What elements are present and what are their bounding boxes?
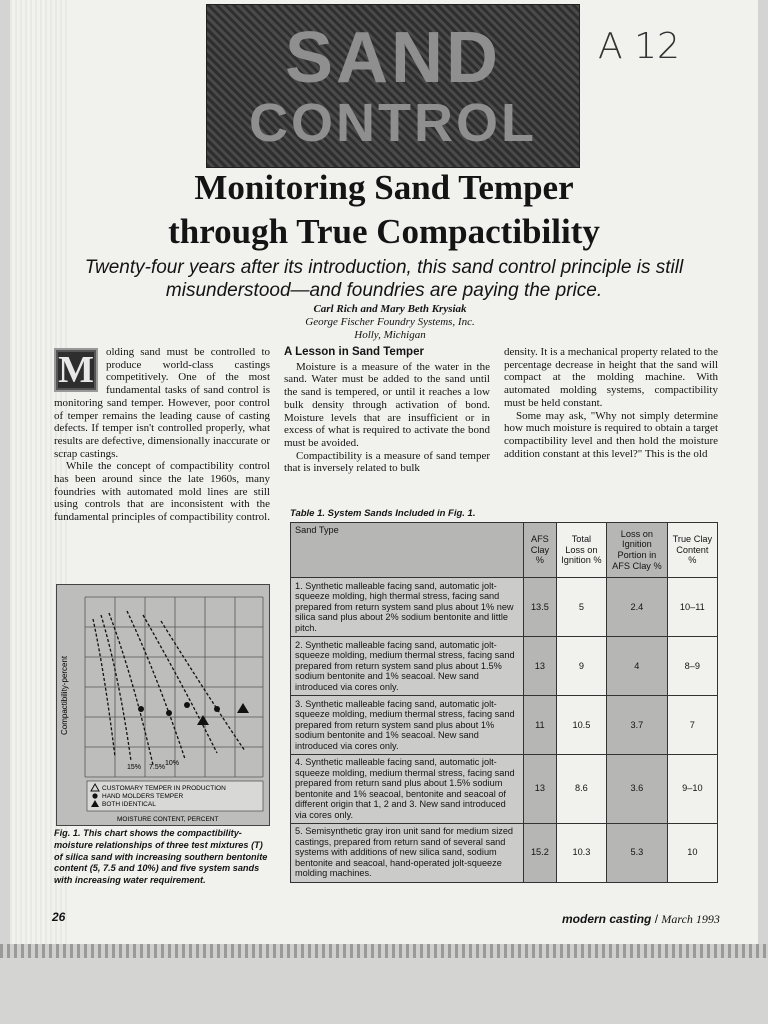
chart-svg	[57, 585, 269, 825]
header-afs-clay: AFS Clay %	[524, 523, 557, 578]
section-banner	[206, 4, 580, 168]
legend-item-2: HAND MOLDERS TEMPER	[102, 793, 184, 800]
issue-date: March 1993	[661, 912, 720, 926]
row-true-clay: 10–11	[667, 578, 717, 637]
compactibility-chart	[56, 584, 270, 826]
footer-separator: /	[654, 912, 662, 926]
banner-line-1: SAND	[284, 18, 501, 98]
header-sand-type: Sand Type	[291, 523, 524, 578]
chart-curves	[93, 611, 245, 765]
chart-ylabel: Compactibility-percent	[60, 655, 69, 735]
running-footer	[562, 912, 720, 927]
legend-item-1: CUSTOMARY TEMPER IN PRODUCTION	[102, 785, 226, 792]
row-afs-clay: 13	[524, 755, 557, 824]
row-true-clay: 8–9	[667, 637, 717, 696]
col1-paragraph-1: olding sand must be controlled to produce world-class castings competitively. One of the most fundamental tasks of sand control is monitoring sand temper. However, poor control of temper remains the leading cause of casting defects. If temper isn't controlled properly, what results are defective, dimensionally inaccurate or scrap castings.	[54, 346, 270, 460]
table-row	[291, 823, 718, 882]
column-3	[504, 346, 718, 460]
row-loss-portion: 3.6	[607, 755, 668, 824]
row-total-loss: 9	[556, 637, 606, 696]
chart-label-15: 15%	[127, 764, 142, 771]
row-true-clay: 10	[667, 823, 717, 882]
triangle-marker	[237, 703, 249, 713]
dot-marker	[184, 702, 190, 708]
row-total-loss: 10.3	[556, 823, 606, 882]
col2-paragraph-2: Compactibility is a measure of sand temper that is inversely related to bulk	[284, 449, 490, 475]
row-loss-portion: 2.4	[607, 578, 668, 637]
banner-line-2: CONTROL	[249, 93, 537, 153]
legend-item-3: BOTH IDENTICAL	[102, 801, 156, 808]
curve-5	[143, 615, 217, 753]
row-afs-clay: 13	[524, 637, 557, 696]
table-row	[291, 696, 718, 755]
chart-grid	[85, 597, 263, 777]
table-row	[291, 755, 718, 824]
row-sand-type: 5. Semisynthetic gray iron unit sand for medium sized castings, prepared from return sand of several sand systems with additions of new silica sand, sodium bentonite and seacoal, hand-operated jolt-squeeze molding machines.	[291, 823, 524, 882]
row-afs-clay: 15.2	[524, 823, 557, 882]
chart-markers	[138, 702, 249, 725]
table-row	[291, 637, 718, 696]
chart-label-10: 10%	[165, 760, 180, 767]
header-loss-portion: Loss on Ignition Portion in AFS Clay %	[607, 523, 668, 578]
column-2	[284, 346, 490, 475]
row-sand-type: 2. Synthetic malleable facing sand, automatic jolt-squeeze molding, medium thermal stress, facing sand prepared from return system sand plus about 1.5% sodium bentonite and 1% seacoal. New sand introduced via cores only.	[291, 637, 524, 696]
section-heading: A Lesson in Sand Temper	[284, 346, 424, 358]
header-total-loss: Total Loss on Ignition %	[556, 523, 606, 578]
curve-6	[161, 621, 245, 751]
table-caption: Table 1. System Sands Included in Fig. 1.	[290, 508, 476, 519]
dot-marker	[166, 710, 172, 716]
row-loss-portion: 4	[607, 637, 668, 696]
dot-marker	[138, 706, 144, 712]
handwritten-note: A 12	[598, 26, 680, 67]
byline	[266, 303, 514, 342]
row-total-loss: 10.5	[556, 696, 606, 755]
author-location: Holly, Michigan	[354, 329, 426, 341]
row-sand-type: 1. Synthetic malleable facing sand, automatic jolt-squeeze molding, high thermal stress, facing sand prepared from return system sand plus about 1% new silica sand plus about 2% sodium bentonite and little pitch.	[291, 578, 524, 637]
system-sands-table	[290, 522, 718, 883]
row-true-clay: 7	[667, 696, 717, 755]
row-loss-portion: 3.7	[607, 696, 668, 755]
row-total-loss: 8.6	[556, 755, 606, 824]
curve-4	[127, 611, 185, 759]
row-sand-type: 3. Synthetic malleable facing sand, automatic jolt-squeeze molding, medium thermal stress, facing sand prepared from return system sand plus about 1% sodium bentonite and 1% seacoal. New sand introduced via cores only.	[291, 696, 524, 755]
column-1	[54, 346, 270, 524]
col3-paragraph-2: Some may ask, "Why not simply determine how much moisture is required to obtain a target compactibility level and then hold the moisture addition constant at this level?" This is the old	[504, 409, 718, 460]
table-header-row	[291, 523, 718, 578]
row-sand-type: 4. Synthetic malleable facing sand, automatic jolt-squeeze molding, medium thermal stress, facing sand prepared from return sand plus about 1.5% sodium bentonite and 1% seacoal, bentonite and seacoal of different origin that 1, 2 and 3. New sand introduced via cores only.	[291, 755, 524, 824]
row-afs-clay: 11	[524, 696, 557, 755]
curve-3	[109, 613, 153, 765]
article-title-line-1: Monitoring Sand Temper	[194, 168, 574, 207]
scanner-edge	[0, 944, 768, 958]
figure-caption: Fig. 1. This chart shows the compactibility-moisture relationships of three test mixtures (T) of silica sand with increasing southern bentonite content (5, 7.5 and 10%) and five system sands with increasing water requirement.	[54, 828, 268, 886]
row-loss-portion: 5.3	[607, 823, 668, 882]
legend-dot-icon	[92, 793, 97, 798]
col2-paragraph-1: Moisture is a measure of the water in the sand. Water must be added to the sand until the sand is tempered, or until it reaches a low bulk density through activation of bond. Moisture levels that are insufficient or in excess of what is required to activate the bond must be avoided.	[284, 360, 490, 449]
curve-1	[93, 619, 115, 757]
author-names: Carl Rich and Mary Beth Krysiak	[313, 303, 467, 315]
col3-paragraph-1: density. It is a mechanical property related to the percentage decrease in height that the sand will compact at the molding machine. With automated molding systems, compactibility must be held constant.	[504, 346, 719, 409]
author-affiliation: George Fischer Foundry Systems, Inc.	[305, 316, 475, 328]
row-afs-clay: 13.5	[524, 578, 557, 637]
magazine-name: modern casting	[562, 912, 652, 926]
chart-label-7-5: 7.5%	[149, 764, 165, 771]
dot-marker	[214, 706, 220, 712]
row-total-loss: 5	[556, 578, 606, 637]
article-subtitle: Twenty-four years after its introduction, this sand control principle is still misunderstood—and foundries are paying the price.	[84, 257, 684, 301]
table-row	[291, 578, 718, 637]
drop-cap: M	[54, 348, 98, 392]
header-true-clay: True Clay Content %	[667, 523, 717, 578]
chart-xlabel: MOISTURE CONTENT, PERCENT	[117, 816, 219, 823]
article-title-line-2: through True Compactibility	[168, 212, 600, 251]
page-number: 26	[52, 910, 66, 924]
magazine-page	[10, 0, 758, 944]
col1-paragraph-2: While the concept of compactibility control has been around since the late 1960s, many foundries with automated mold lines are still using controls that are inconsistent with the fundamental principles of compactibility control.	[54, 460, 270, 524]
row-true-clay: 9–10	[667, 755, 717, 824]
